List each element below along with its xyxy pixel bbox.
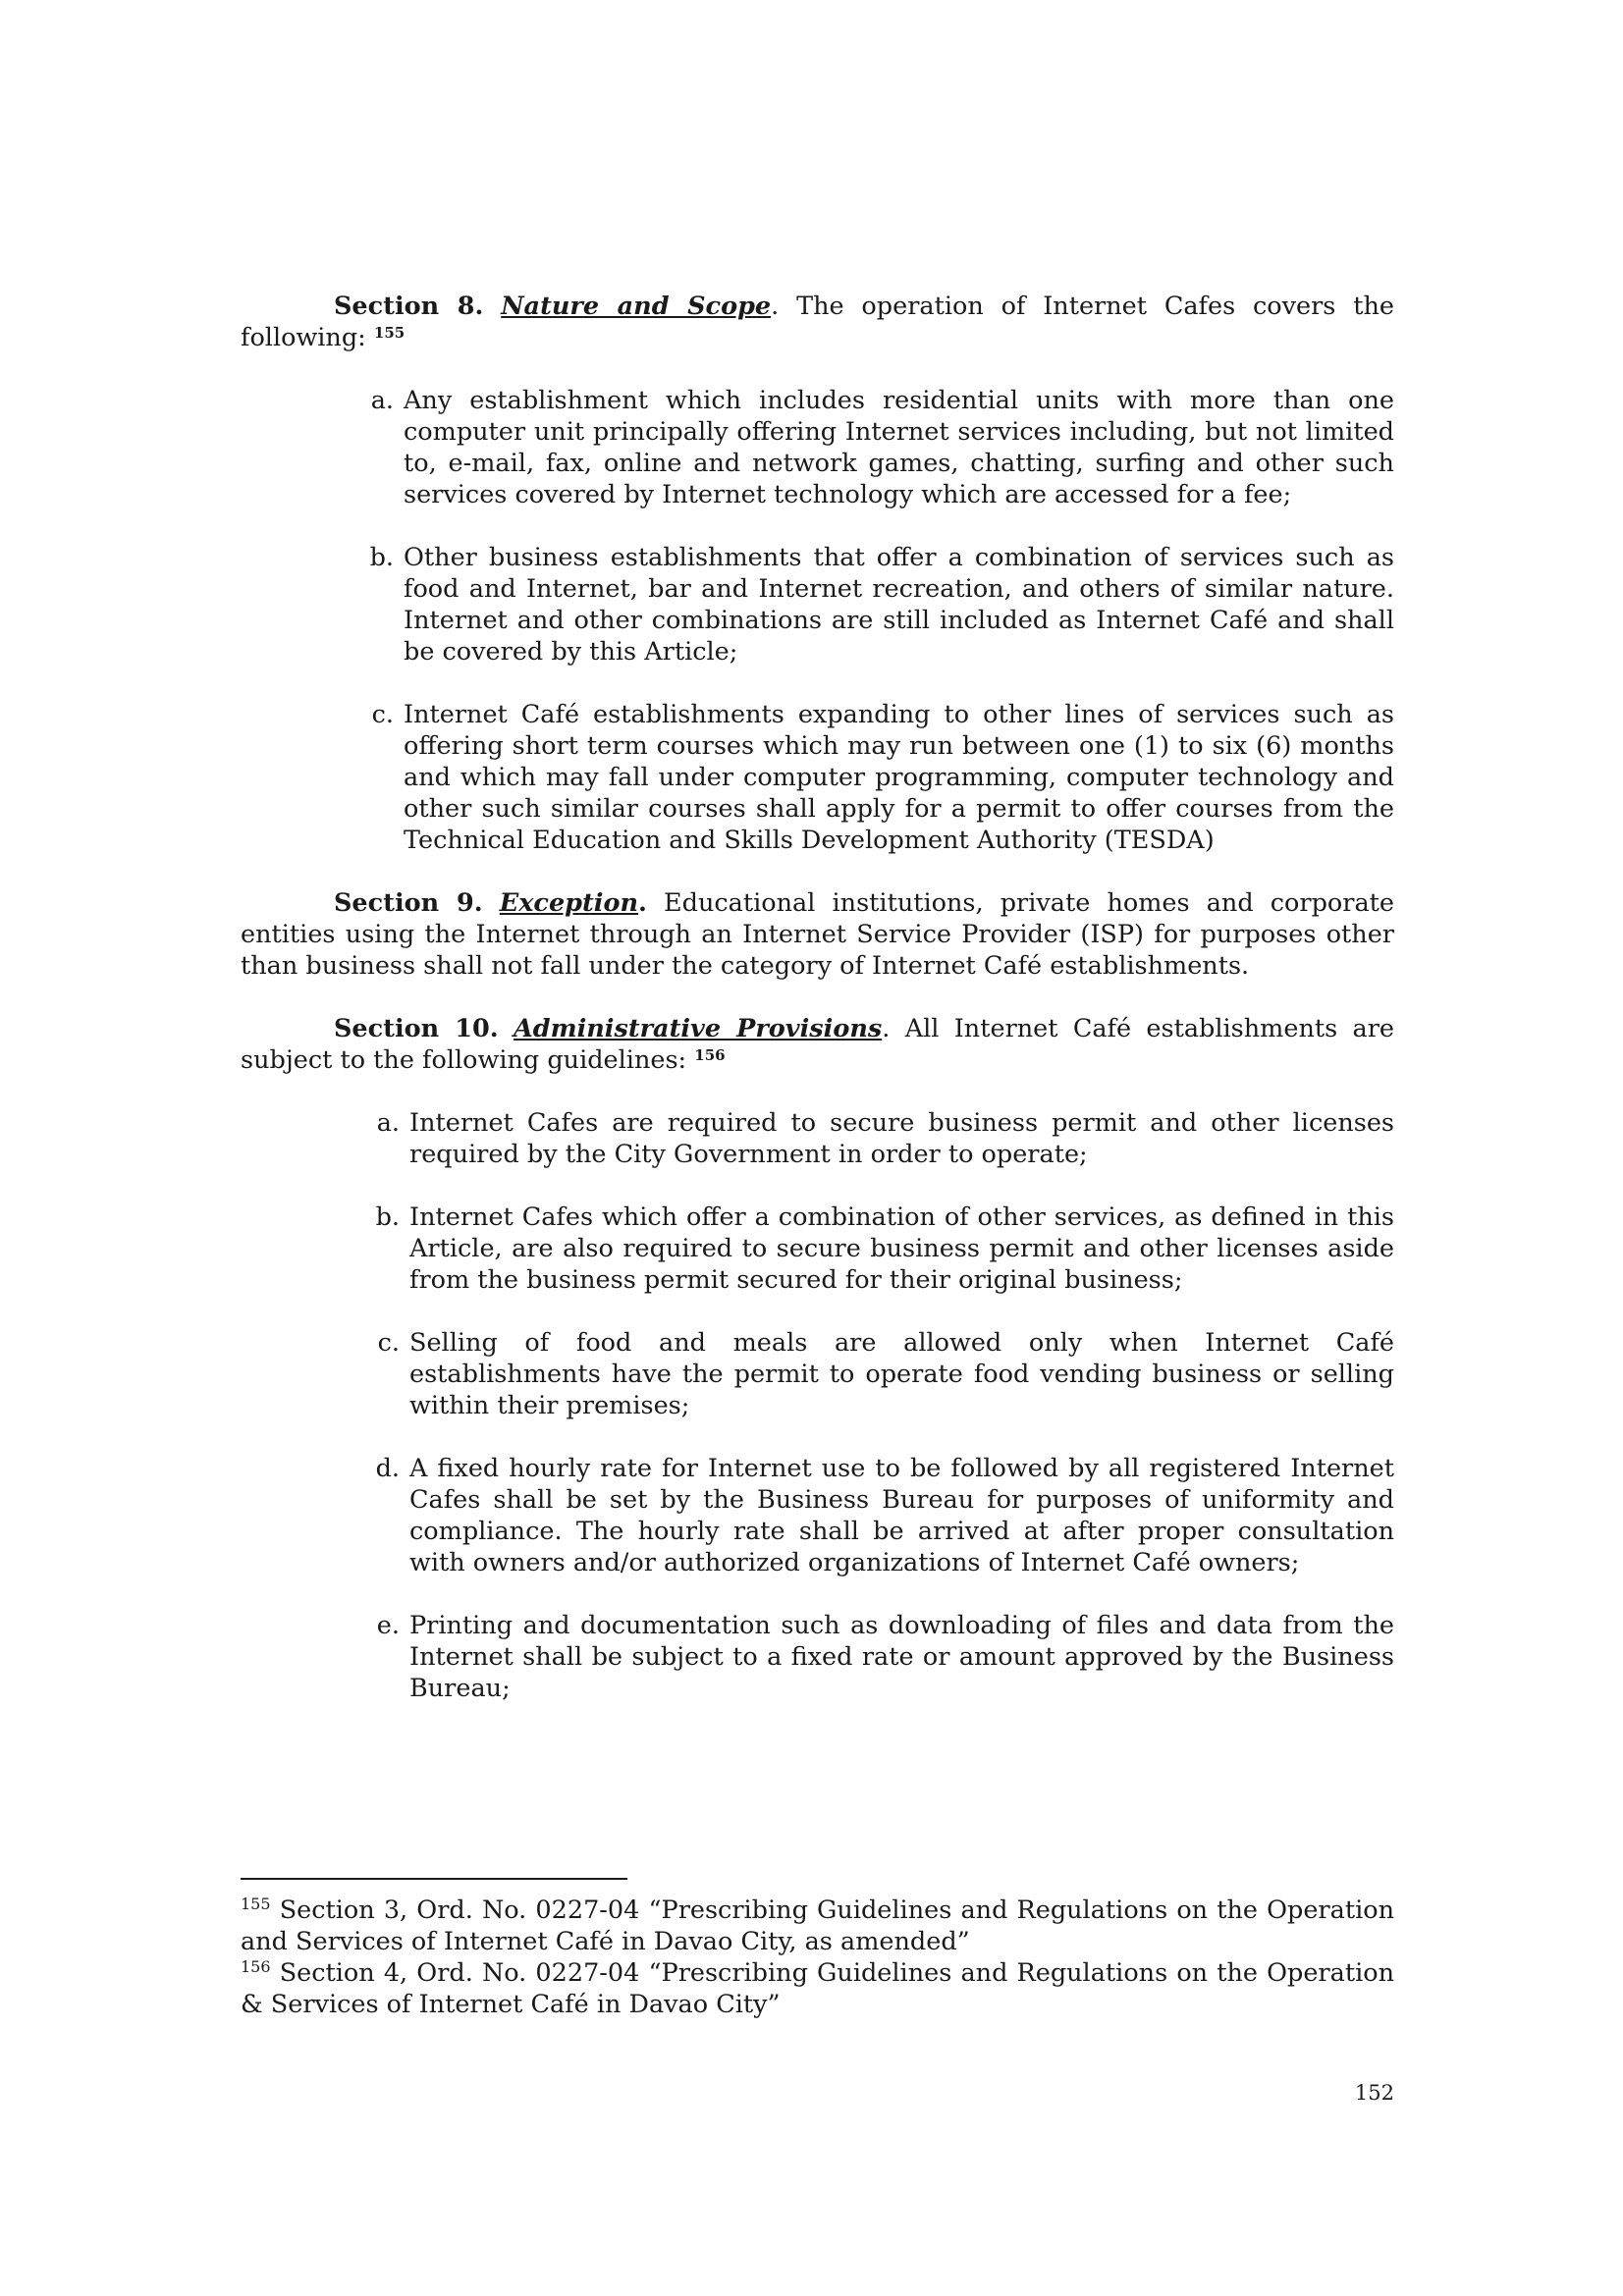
list-item bbox=[375, 1201, 1394, 1296]
footnote-ref-155[interactable]: 155 bbox=[373, 323, 406, 342]
section-9-title: Exception bbox=[499, 888, 639, 918]
footnote-number: 156 bbox=[241, 1957, 271, 1977]
section-9-heading: Section 9. bbox=[334, 888, 483, 918]
section-9-text: Educational institutions, private homes and corporate entities using the Internet through an Internet Service Provider (ISP) for purposes other than business shall not fall under the category of Internet Café establishments. bbox=[241, 888, 1394, 981]
section-8-heading: Section 8. bbox=[334, 292, 484, 321]
page-number: 152 bbox=[1354, 2081, 1394, 2105]
list-marker: b. bbox=[375, 1202, 400, 1232]
list-marker: e. bbox=[376, 1611, 400, 1640]
section-8-title: Nature and Scope bbox=[501, 292, 772, 321]
footnotes bbox=[241, 1895, 1394, 2020]
footnote-divider bbox=[241, 1878, 627, 1880]
footnote-156 bbox=[241, 1957, 1394, 2020]
section-10-text: All Internet Café establishments are subject to the following guidelines: bbox=[241, 1014, 1395, 1075]
list-marker: a. bbox=[376, 1108, 400, 1138]
list-item-text: Any establishment which includes residential units with more than one computer unit principally offering Internet services including, but not limited to, e-mail, fax, online and network games, chatting, surfing and other such services covered by Internet technology which are accessed for a fee; bbox=[404, 386, 1394, 509]
list-item-text: Internet Cafes which offer a combination of other services, as defined in this Article, are also required to secure business permit and other licenses aside from the business permit secured for their original business; bbox=[409, 1202, 1394, 1295]
section-8-paragraph: Section 8. Nature and Scope. The operation of Internet Cafes covers the following: $^{155}$ bbox=[241, 292, 1394, 352]
section-10-heading: Section 10. bbox=[334, 1014, 499, 1043]
list-item-text: Internet Cafes are required to secure business permit and other licenses required by the City Government in order to operate; bbox=[409, 1108, 1394, 1169]
list-item bbox=[369, 542, 1394, 667]
section-10-list bbox=[241, 1107, 1394, 1704]
list-marker: c. bbox=[377, 1328, 400, 1358]
list-item bbox=[375, 1453, 1394, 1578]
list-marker: a. bbox=[370, 386, 394, 415]
list-item-text: Other business establishments that offer a combination of services such as food and Internet, bar and Internet recreation, and others of similar nature. Internet and other combinations are still included as Internet Café and shall be covered by this Article; bbox=[404, 543, 1394, 667]
footnote-155 bbox=[241, 1895, 1394, 1957]
list-marker: d. bbox=[375, 1454, 400, 1483]
page-body bbox=[241, 291, 1394, 1704]
list-item bbox=[376, 1107, 1394, 1170]
section-9-paragraph: Section 9. Exception. Educational institutions, private homes and corporate entities using the Internet through an Internet Service Provider (ISP) for purposes other than business shall not fall under the category of Internet Café establishments. bbox=[241, 888, 1394, 981]
list-item-text: Printing and documentation such as downloading of files and data from the Internet shall be subject to a fixed rate or amount approved by the Business Bureau; bbox=[409, 1611, 1394, 1703]
list-marker: b. bbox=[369, 543, 394, 572]
list-item-text: A fixed hourly rate for Internet use to be followed by all registered Internet Cafes shall be set by the Business Bureau for purposes of uniformity and compliance. The hourly rate shall be arrived at after proper consultation with owners and/or authorized organizations of Internet Café owners; bbox=[409, 1454, 1394, 1577]
footnote-text: Section 3, Ord. No. 0227-04 “Prescribing Guidelines and Regulations on the Operation and Services of Internet Café in Davao City, as amended” bbox=[241, 1896, 1395, 1956]
section-8-text: The operation of Internet Cafes covers the following: bbox=[241, 292, 1394, 352]
footnote-number: 155 bbox=[241, 1895, 271, 1914]
footnote-ref-156[interactable]: 156 bbox=[694, 1045, 726, 1064]
list-item bbox=[377, 1327, 1394, 1421]
list-item-text: Selling of food and meals are allowed only when Internet Café establishments have the permit to operate food vending business or selling within their premises; bbox=[409, 1328, 1394, 1420]
section-8-list bbox=[241, 385, 1394, 856]
footnote-text: Section 4, Ord. No. 0227-04 “Prescribing Guidelines and Regulations on the Operation & Services of Internet Café in Davao City” bbox=[241, 1958, 1395, 2019]
list-item bbox=[370, 385, 1394, 510]
section-10-paragraph: Section 10. Administrative Provisions. All Internet Café establishments are subject to the following guidelines: $^{156}$ bbox=[241, 1014, 1395, 1075]
list-marker: c. bbox=[371, 700, 394, 729]
list-item bbox=[376, 1610, 1394, 1704]
list-item bbox=[371, 699, 1394, 856]
list-item-text: Internet Café establishments expanding to other lines of services such as offering short term courses which may run between one (1) to six (6) months and which may fall under computer programming, computer technology and other such similar courses shall apply for a permit to offer courses from the Technical Education and Skills Development Authority (TESDA) bbox=[404, 700, 1394, 855]
section-10-title: Administrative Provisions bbox=[513, 1014, 883, 1043]
